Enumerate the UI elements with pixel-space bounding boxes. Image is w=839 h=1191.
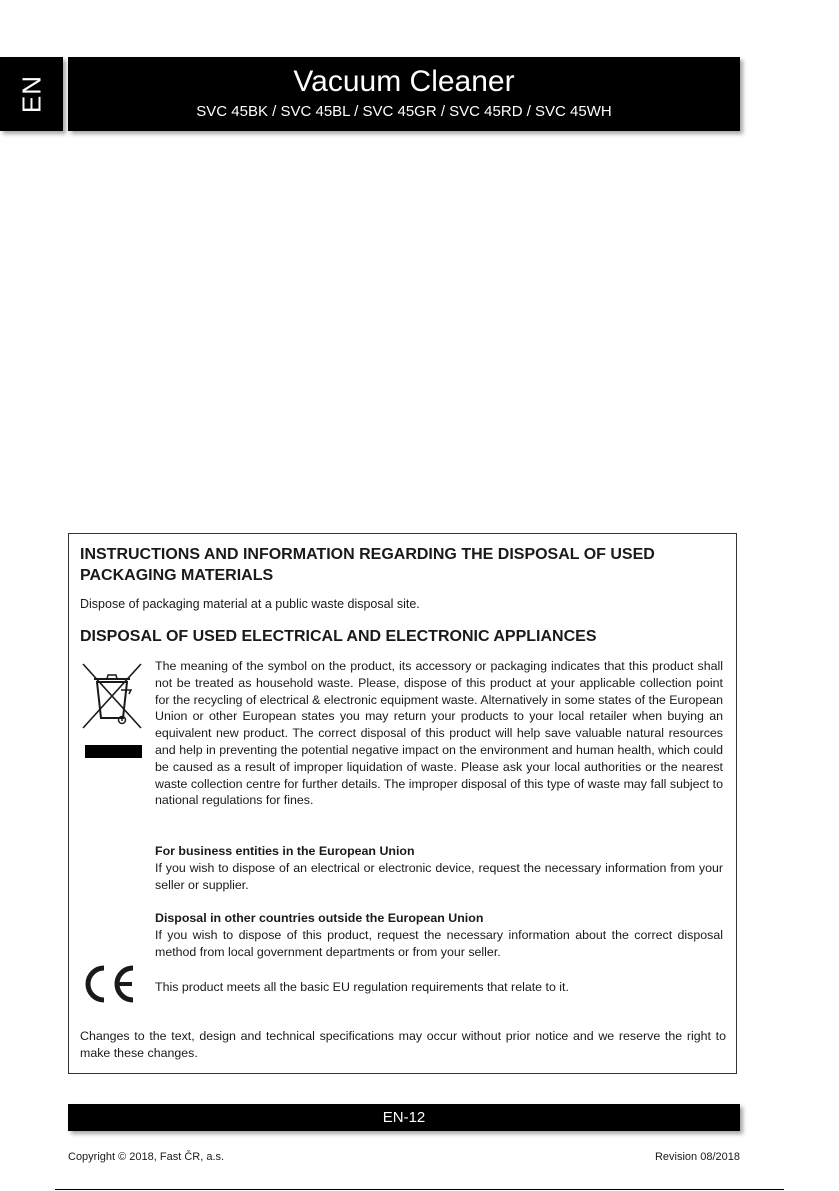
outside-eu-text: If you wish to dispose of this product, request the necessary information about the correct disposal method from local government departments or from your seller. <box>155 928 723 959</box>
changes-notice-text: Changes to the text, design and technical specifications may occur without prior notice and we reserve the right to make these changes. <box>80 1029 726 1060</box>
weee-disposal-text: The meaning of the symbol on the product, its accessory or packaging indicates that this product shall not be treated as household waste. Please, dispose of this product at your applicable collection point for the recycling of electrical & electronic equipment waste. Alternatively in some states of the European Union or other European states you may return your products to your local retailer when buying an equivalent new product. The correct disposal of this product will help save valuable natural resources and help in preventing the potential negative impact on the environment and human health, which could be caused as a result of improper liquidation of waste. Please ask your local authorities or the nearest waste collection centre for further details. The improper disposal of this type of waste may fall subject to national regulations for fines. <box>155 659 723 808</box>
copyright-text: Copyright © 2018, Fast ČR, a.s. <box>68 1151 225 1163</box>
header-bar <box>68 57 740 131</box>
business-entities-text: If you wish to dispose of an electrical or electronic device, request the necessary information from your seller or supplier. <box>155 861 723 892</box>
ce-mark-icon <box>81 964 137 1004</box>
ce-compliance-text: This product meets all the basic EU regulation requirements that relate to it. <box>155 980 569 994</box>
page-title: Vacuum Cleaner <box>293 65 515 98</box>
business-entities-heading: For business entities in the European Union <box>155 844 415 858</box>
model-list: SVC 45BK / SVC 45BL / SVC 45GR / SVC 45RD / SVC 45WH <box>196 103 612 120</box>
language-tab <box>0 57 63 131</box>
weee-disposal-heading: DISPOSAL OF USED ELECTRICAL AND ELECTRONIC APPLIANCES <box>80 628 597 645</box>
packaging-disposal-text: Dispose of packaging material at a public waste disposal site. <box>80 597 420 611</box>
revision-text: Revision 08/2018 <box>654 1151 740 1163</box>
page-number: EN-12 <box>382 1109 426 1126</box>
page-number-bar <box>68 1104 740 1131</box>
outside-eu-heading: Disposal in other countries outside the European Union <box>155 911 484 925</box>
disposal-info-box <box>68 533 737 1074</box>
bottom-divider <box>55 1189 784 1190</box>
packaging-disposal-heading: INSTRUCTIONS AND INFORMATION REGARDING THE DISPOSAL OF USED PACKAGING MATERIALS <box>80 546 655 584</box>
language-label: EN <box>16 74 46 114</box>
crossed-out-wheelie-bin-icon <box>81 662 143 762</box>
